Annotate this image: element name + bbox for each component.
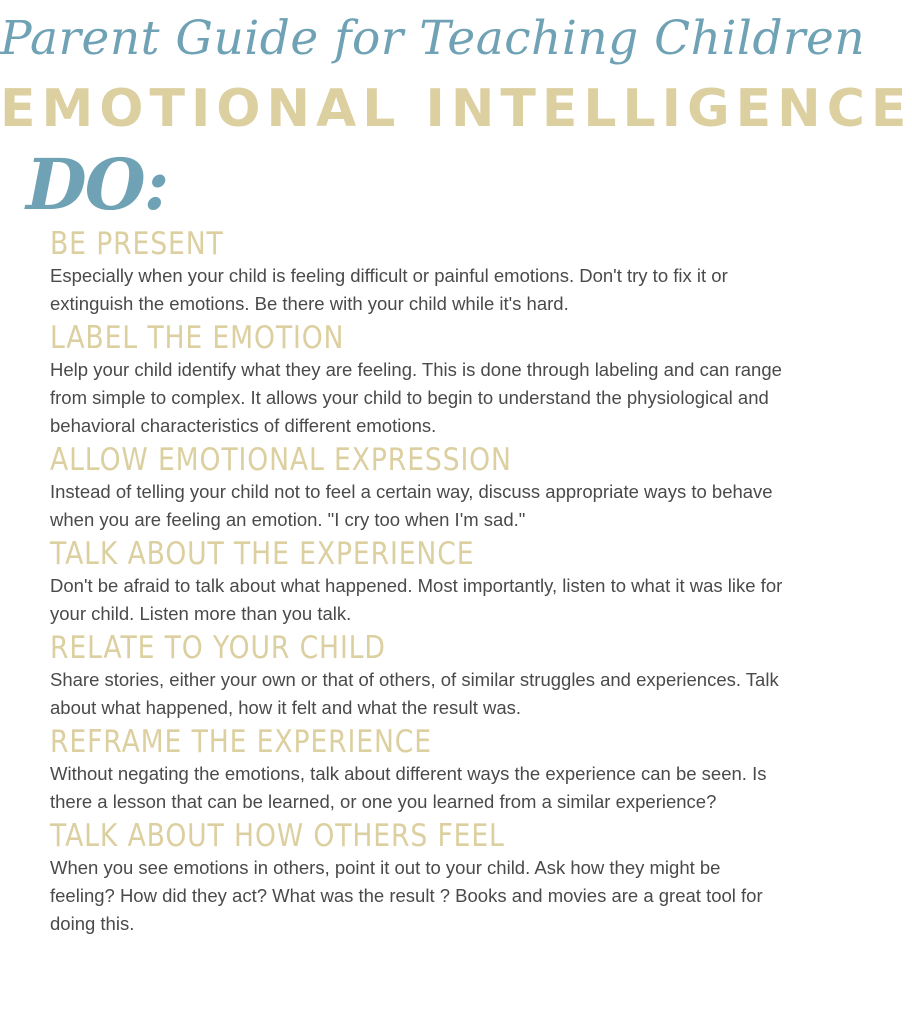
tip-heading: ALLOW EMOTIONAL EXPRESSION xyxy=(50,442,512,478)
tip-heading: RELATE TO YOUR CHILD xyxy=(50,630,386,666)
tips-list xyxy=(50,224,785,938)
tip-section xyxy=(50,816,785,938)
tip-body: When you see emotions in others, point it out to your child. Ask how they might be feeling? How did they act? What was the result ? Books and movies are a great tool for doing this. xyxy=(50,857,763,934)
tip-body: Share stories, either your own or that of others, of similar struggles and experiences. Talk about what happened, how it felt and what the result was. xyxy=(50,669,779,718)
tip-body: Don't be afraid to talk about what happened. Most importantly, listen to what it was like for your child. Listen more than you talk. xyxy=(50,575,783,624)
tip-heading: BE PRESENT xyxy=(50,226,224,262)
tip-section xyxy=(50,628,785,722)
tip-section xyxy=(50,318,785,440)
tip-heading: TALK ABOUT HOW OTHERS FEEL xyxy=(50,818,505,854)
tip-heading: TALK ABOUT THE EXPERIENCE xyxy=(50,536,475,572)
tip-body: Instead of telling your child not to feel a certain way, discuss appropriate ways to behave when you are feeling an emotion. "I cry too when I'm sad." xyxy=(50,481,773,530)
tip-section xyxy=(50,440,785,534)
tip-section xyxy=(50,224,785,318)
tip-heading: REFRAME THE EXPERIENCE xyxy=(50,724,432,760)
do-heading: DO: xyxy=(26,143,168,226)
tip-section xyxy=(50,722,785,816)
tip-body: Especially when your child is feeling difficult or painful emotions. Don't try to fix it or extinguish the emotions. Be there with your child while it's hard. xyxy=(50,265,728,314)
script-title: Parent Guide for Teaching Children xyxy=(0,11,866,66)
tip-heading: LABEL THE EMOTION xyxy=(50,320,345,356)
tip-body: Help your child identify what they are feeling. This is done through labeling and can range from simple to complex. It allows your child to begin to understand the physiological and behavioral characteristics of different emotions. xyxy=(50,359,782,436)
tip-body: Without negating the emotions, talk about different ways the experience can be seen. Is there a lesson that can be learned, or one you learned from a similar experience? xyxy=(50,763,767,812)
tip-section xyxy=(50,534,785,628)
main-title: EMOTIONAL INTELLIGENCE xyxy=(0,79,912,139)
